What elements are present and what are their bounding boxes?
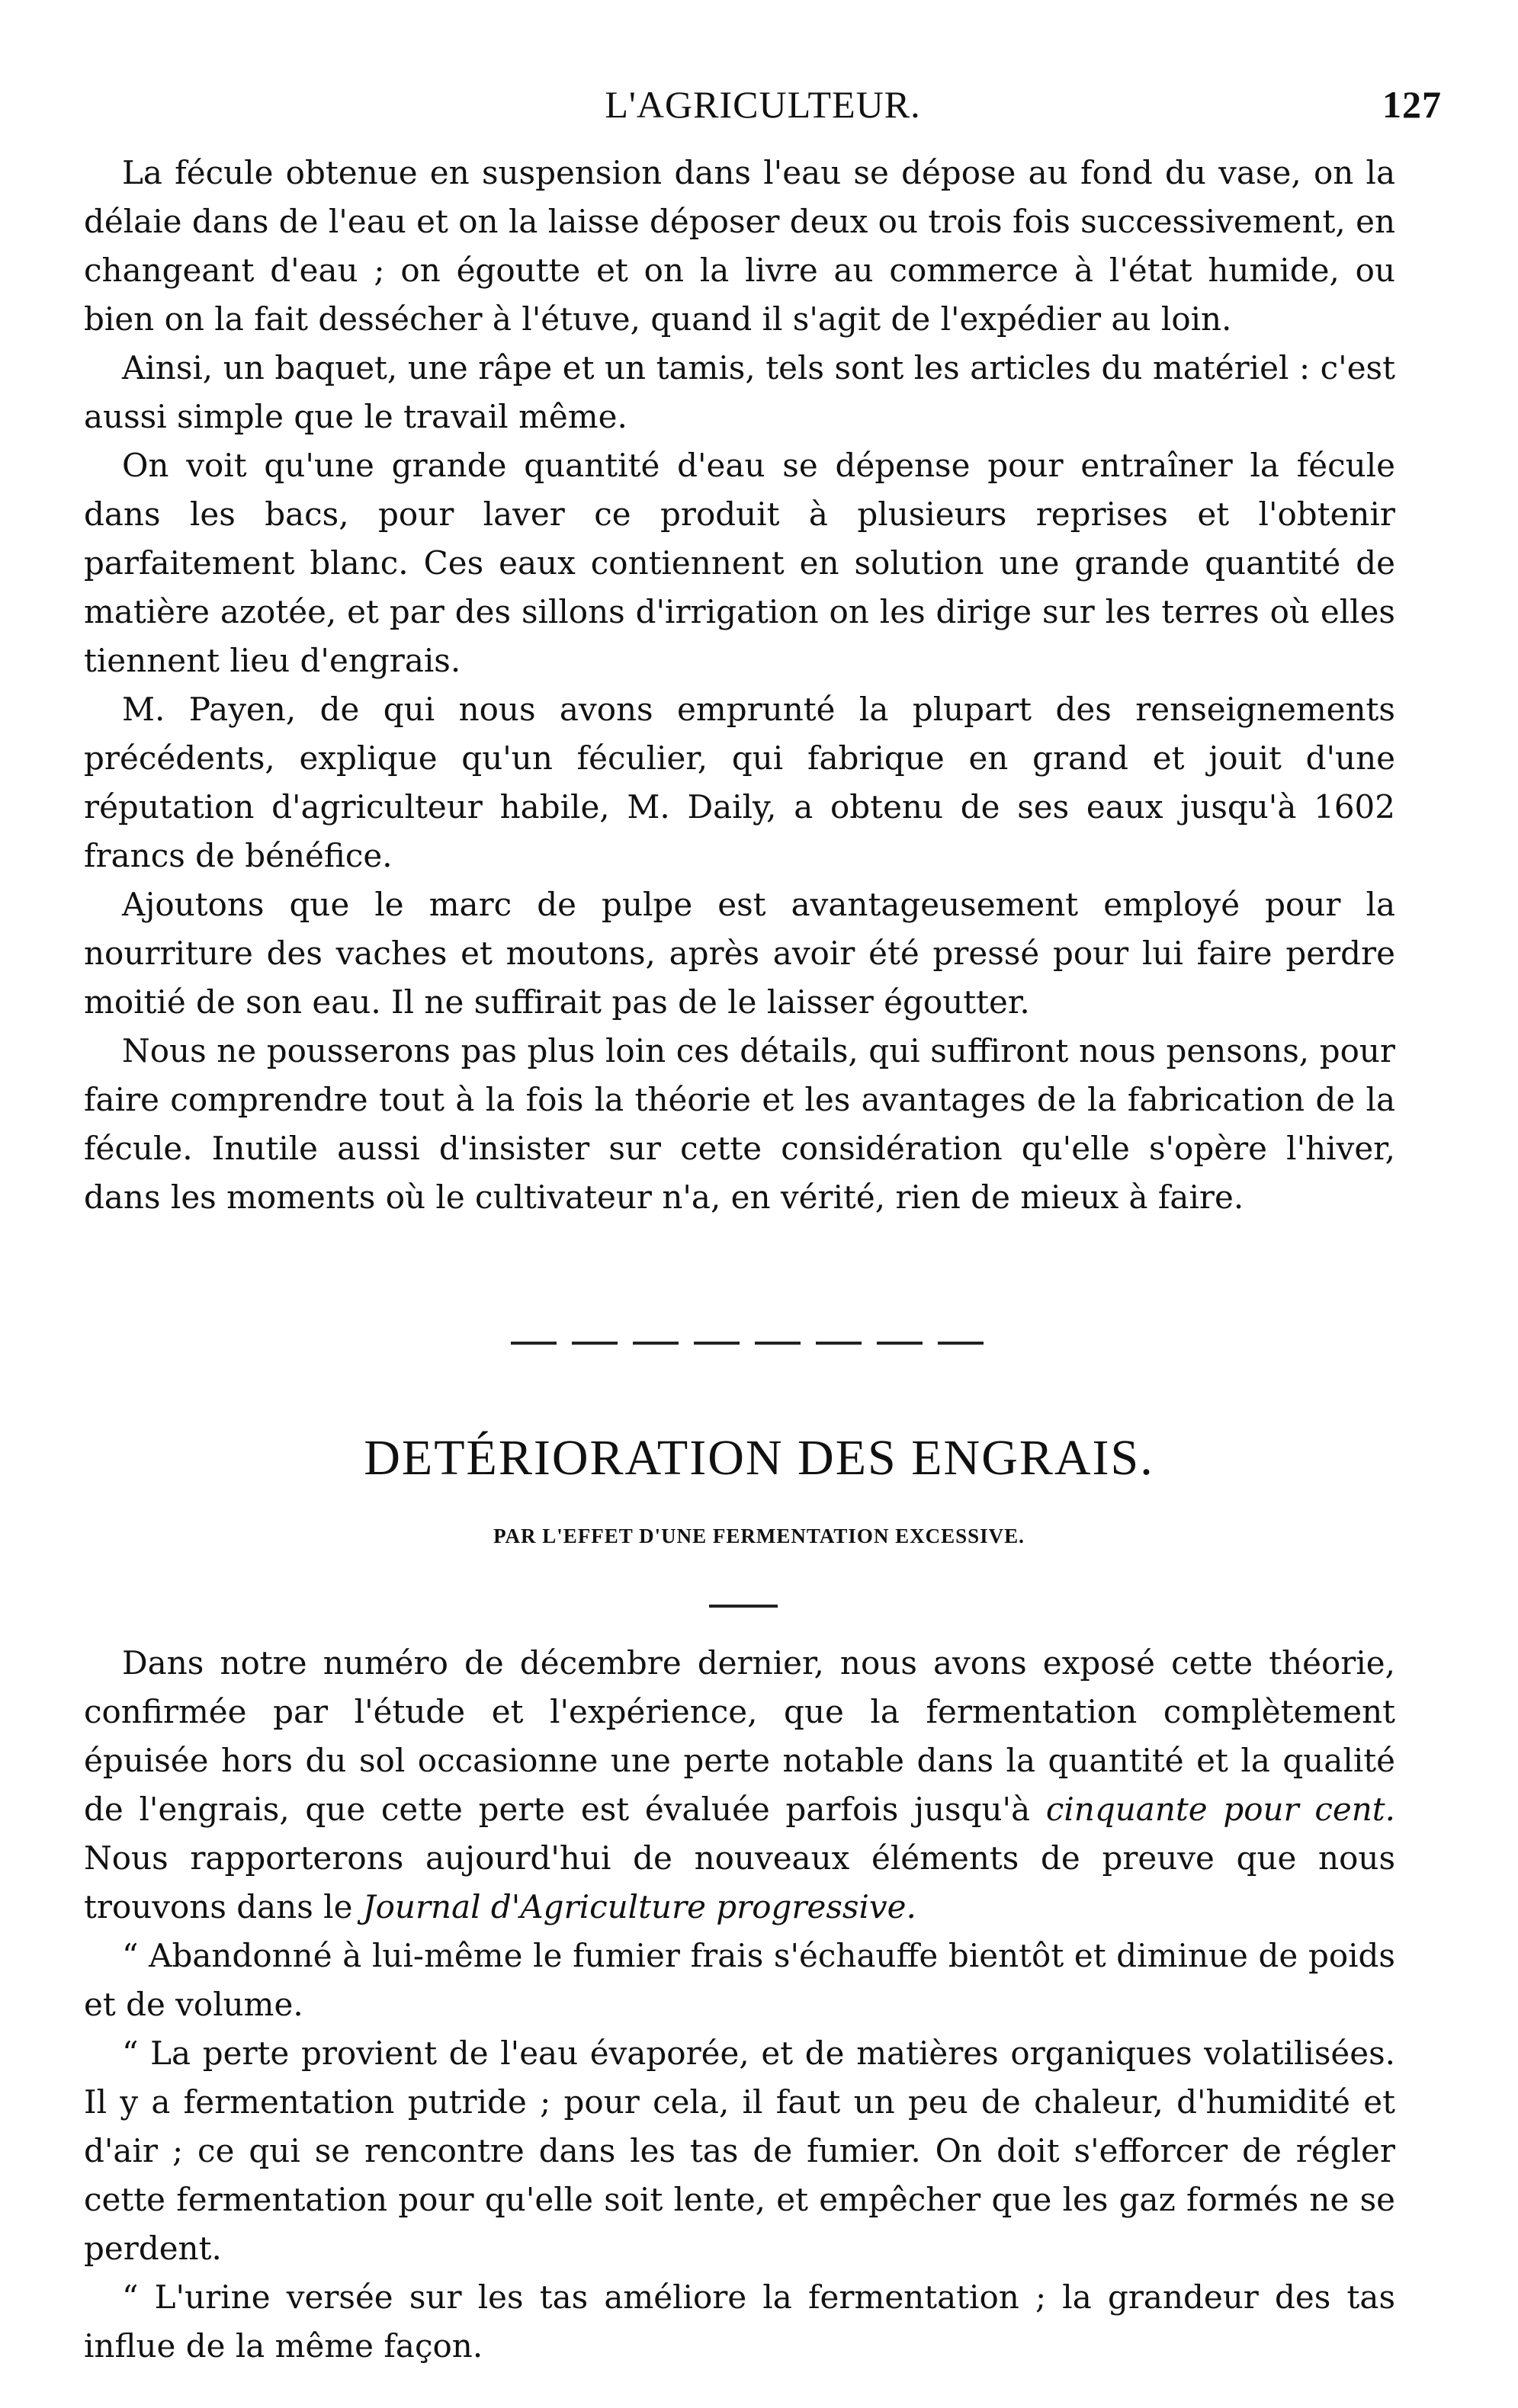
paragraph: On voit qu'une grande quantité d'eau se dépense pour entraîner la fécule dans les bacs, pour laver ce produit à plusieurs reprises et l'obtenir parfaitement blanc. Ces eaux contiennent en solution une grande quantité de matière azotée, et par des sillons d'irrigation on les dirige sur les terres où elles tiennent lieu d'engrais.	[84, 447, 1395, 679]
journal-title: Journal d'Agriculture progressive.	[362, 1888, 916, 1925]
paragraph: La fécule obtenue en suspension dans l'eau se dépose au fond du vase, on la délaie dans de l'eau et on la laisse déposer deux ou trois fois successivement, en changeant d'eau ; on égoutte et on la livre au commerce à l'état humide, ou bien on la fait dessécher à l'étuve, quand il s'agit de l'expédier au loin.	[84, 154, 1395, 338]
intro-paragraph	[84, 1639, 1395, 1932]
section-one-text	[84, 149, 1395, 1222]
intro-emphasis-a: cinquante pour cent.	[1045, 1791, 1395, 1828]
short-rule	[709, 1605, 778, 1608]
section-two-text	[84, 1639, 1395, 2371]
section-title: DETÉRIORATION DES ENGRAIS.	[364, 1430, 1154, 1486]
section-subtitle: PAR L'EFFET D'UNE FERMENTATION EXCESSIVE.	[493, 1525, 1025, 1547]
quote-paragraph: “ L'urine versée sur les tas améliore la fermentation ; la grandeur des tas influe de la même façon.	[84, 2278, 1395, 2365]
intro-text-b: Nous rapporterons aujourd'hui de nouveaux éléments de preuve que nous trouvons dans le	[84, 1839, 1395, 1925]
paragraph: M. Payen, de qui nous avons emprunté la plupart des renseignements précédents, explique qu'un féculier, qui fabrique en grand et jouit d'une réputation d'agriculteur habile, M. Daily, a obtenu de ses eaux jusqu'à 1602 francs de bénéfice.	[84, 691, 1395, 874]
quote-paragraph: “ La perte provient de l'eau évaporée, et de matières organiques volatilisées. Il y a fermentation putride ; pour cela, il faut un peu de chaleur, d'humidité et d'air ; ce qui se rencontre dans les tas de fumier. On doit s'efforcer de régler cette fermentation pour qu'elle soit lente, et empêcher que les gaz formés ne se perdent.	[84, 2034, 1395, 2267]
quote-paragraph: “ Abandonné à lui-même le fumier frais s'échauffe bientôt et diminue de poids et de volume.	[84, 1937, 1395, 2023]
running-title: L'AGRICULTEUR.	[605, 83, 921, 126]
page-number: 127	[1382, 83, 1442, 126]
intro-text-a: Dans notre numéro de décembre dernier, nous avons exposé cette théorie, confirmée par l'étude et l'expérience, que la fermentation complètement épuisée hors du sol occasionne une perte notable dans la quantité et la qualité de l'engrais, que cette perte est évaluée parfois jusqu'à	[84, 1644, 1395, 1828]
running-header	[84, 82, 1442, 128]
section-divider	[511, 1342, 984, 1345]
paragraph: Ajoutons que le marc de pulpe est avantageusement employé pour la nourriture des vaches et moutons, après avoir été pressé pour lui faire perdre moitié de son eau. Il ne suffirait pas de le laisser égoutter.	[84, 886, 1395, 1021]
paragraph: Ainsi, un baquet, une râpe et un tamis, tels sont les articles du matériel : c'est aussi simple que le travail même.	[84, 349, 1395, 435]
paragraph: Nous ne pousserons pas plus loin ces détails, qui suffiront nous pensons, pour faire comprendre tout à la fois la théorie et les avantages de la fabrication de la fécule. Inutile aussi d'insister sur cette considération qu'elle s'opère l'hiver, dans les moments où le cultivateur n'a, en vérité, rien de mieux à faire.	[84, 1032, 1395, 1216]
